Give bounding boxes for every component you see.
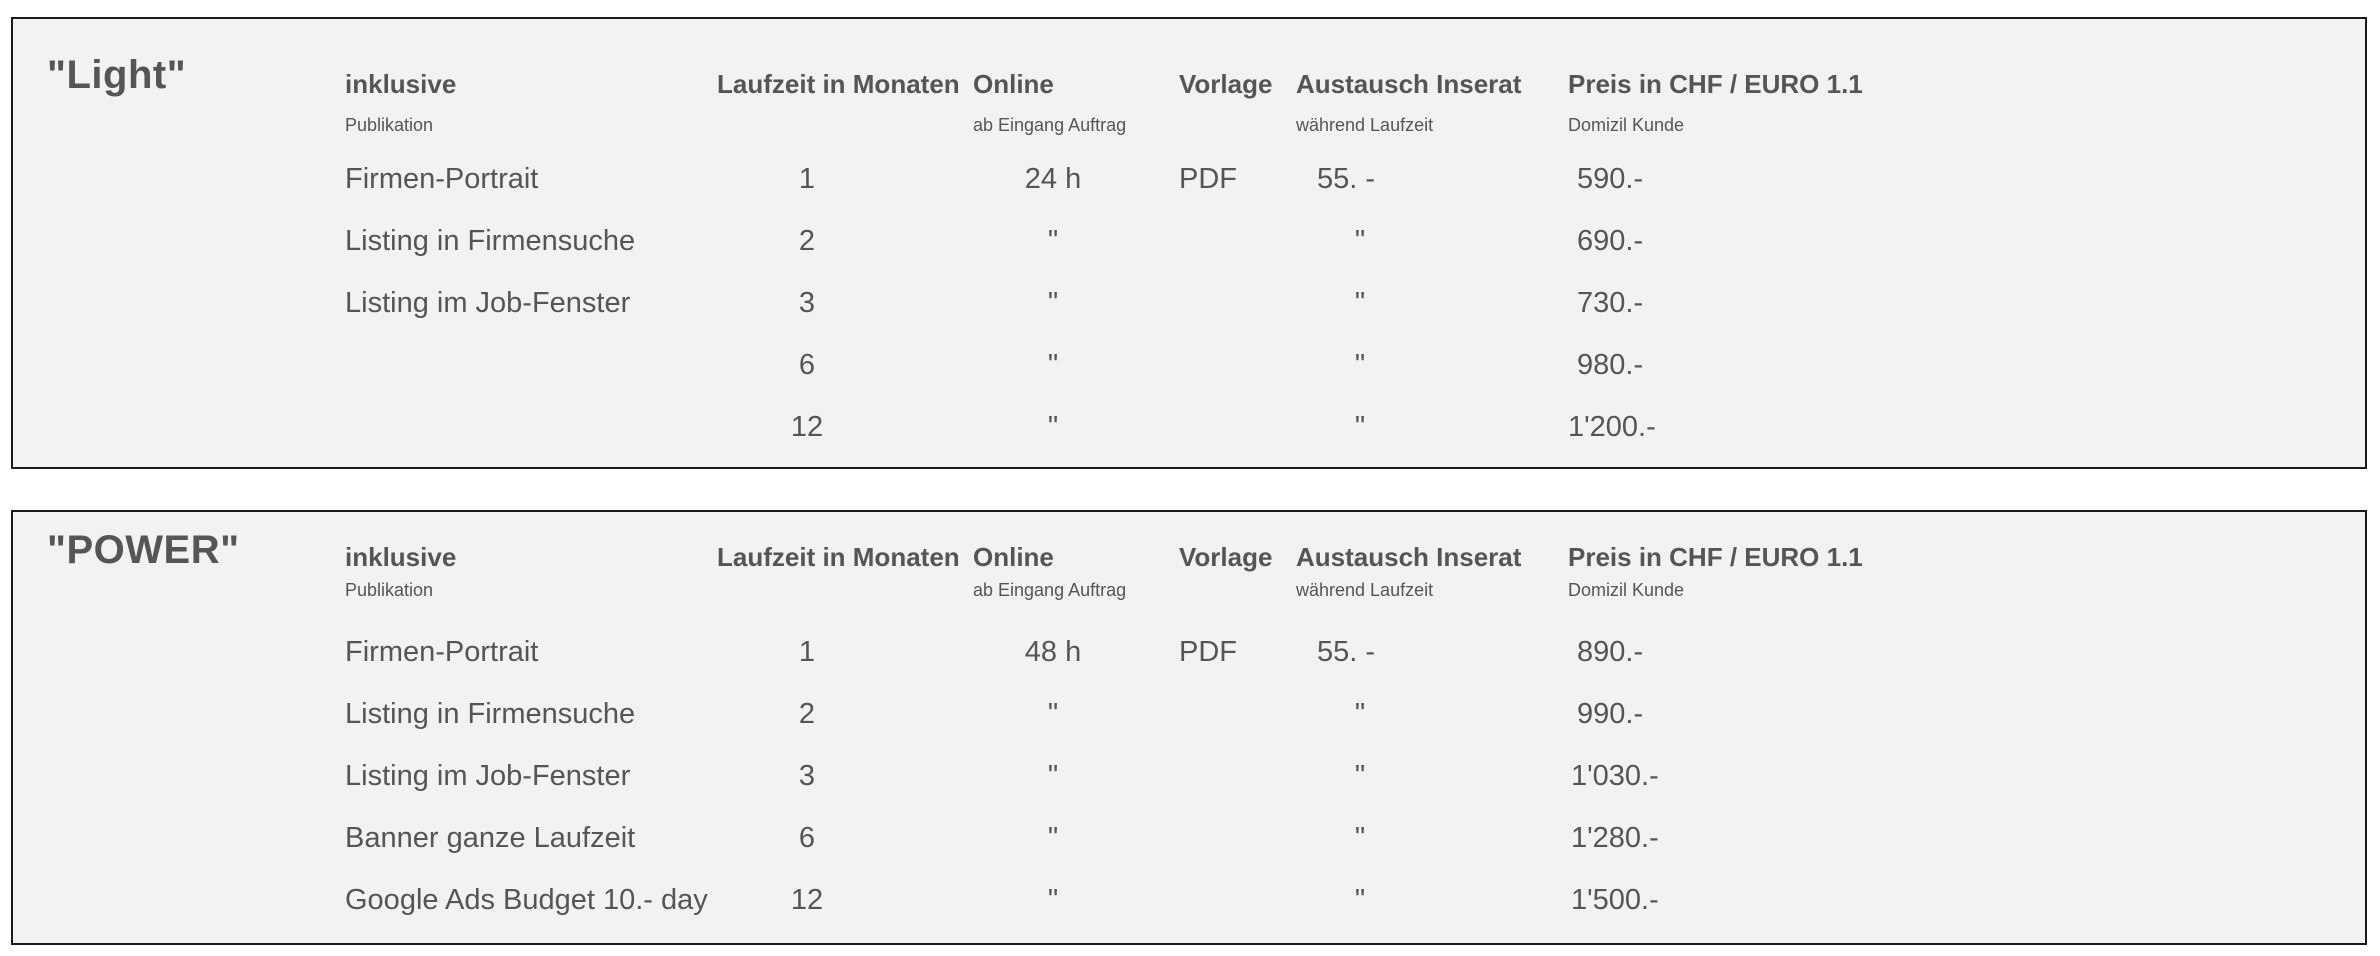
cell-austausch: " [1354,822,1366,854]
cell-laufzeit: 3 [798,287,816,319]
cell-inklusive: Google Ads Budget 10.- day [345,884,708,916]
cell-preis: 590.- [1577,163,1644,195]
header-austausch-sub: während Laufzeit [1296,580,1434,600]
cell-preis: 1'030.- [1571,760,1659,792]
cell-preis: 730.- [1577,287,1644,319]
header-inklusive-sub: Publikation [345,580,434,600]
package-light [11,17,2367,469]
cell-laufzeit: 1 [798,163,816,195]
cell-austausch: 55. - [1316,163,1376,195]
header-austausch: Austausch Inserat [1296,542,1522,572]
cell-laufzeit: 2 [798,698,816,730]
cell-laufzeit: 2 [798,225,816,257]
cell-preis: 990.- [1577,698,1644,730]
cell-laufzeit: 6 [798,349,816,381]
header-preis: Preis in CHF / EURO 1.1 [1568,542,1863,572]
cell-preis: 1'200.- [1568,411,1656,443]
cell-austausch: " [1354,760,1366,792]
header-austausch-sub: während Laufzeit [1296,115,1434,135]
header-online-sub: ab Eingang Auftrag [973,115,1127,135]
cell-austausch: " [1354,884,1366,916]
cell-austausch: " [1354,349,1366,381]
cell-austausch: " [1354,287,1366,319]
cell-inklusive: Banner ganze Laufzeit [345,822,636,854]
cell-preis: 1'280.- [1571,822,1659,854]
package-power [11,510,2367,945]
cell-online: 24 h [1024,163,1082,195]
cell-preis: 890.- [1577,636,1644,668]
cell-online: " [1047,225,1059,257]
cell-laufzeit: 12 [790,884,824,916]
package-title: "Light" [47,53,187,97]
cell-inklusive: Firmen-Portrait [345,636,539,668]
header-preis-sub: Domizil Kunde [1568,115,1685,135]
cell-laufzeit: 6 [798,822,816,854]
cell-online: " [1047,349,1059,381]
header-preis: Preis in CHF / EURO 1.1 [1568,69,1863,99]
header-online: Online [973,69,1054,99]
cell-vorlage: PDF [1179,636,1237,668]
header-laufzeit: Laufzeit in Monaten [717,69,960,99]
cell-online: 48 h [1024,636,1082,668]
cell-austausch: 55. - [1316,636,1376,668]
cell-inklusive: Listing im Job-Fenster [345,760,631,792]
header-austausch: Austausch Inserat [1296,69,1522,99]
cell-online: " [1047,411,1059,443]
package-title: "POWER" [47,528,240,572]
cell-inklusive: Listing in Firmensuche [345,225,636,257]
cell-austausch: " [1354,411,1366,443]
cell-online: " [1047,760,1059,792]
cell-inklusive: Listing im Job-Fenster [345,287,631,319]
header-laufzeit: Laufzeit in Monaten [717,542,960,572]
cell-inklusive: Listing in Firmensuche [345,698,636,730]
header-vorlage: Vorlage [1179,542,1273,572]
header-vorlage: Vorlage [1179,69,1273,99]
cell-inklusive: Firmen-Portrait [345,163,539,195]
cell-austausch: " [1354,225,1366,257]
cell-austausch: " [1354,698,1366,730]
cell-online: " [1047,287,1059,319]
cell-online: " [1047,698,1059,730]
cell-online: " [1047,822,1059,854]
cell-online: " [1047,884,1059,916]
cell-preis: 980.- [1577,349,1644,381]
header-inklusive-sub: Publikation [345,115,434,135]
cell-vorlage: PDF [1179,163,1237,195]
header-online: Online [973,542,1054,572]
cell-laufzeit: 1 [798,636,816,668]
header-inklusive: inklusive [345,542,457,572]
cell-laufzeit: 12 [790,411,824,443]
header-online-sub: ab Eingang Auftrag [973,580,1127,600]
cell-preis: 1'500.- [1571,884,1659,916]
cell-preis: 690.- [1577,225,1644,257]
cell-laufzeit: 3 [798,760,816,792]
header-inklusive: inklusive [345,69,457,99]
header-preis-sub: Domizil Kunde [1568,580,1685,600]
